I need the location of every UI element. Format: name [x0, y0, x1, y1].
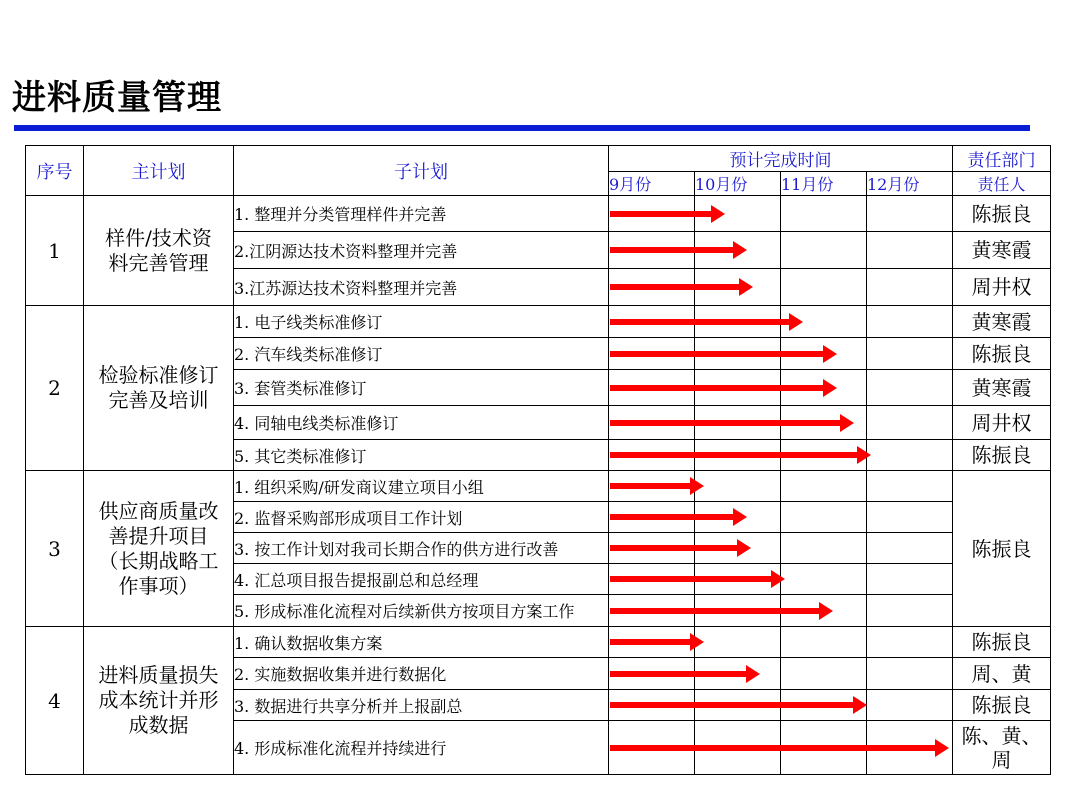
progress-bar: [610, 351, 824, 357]
gantt-start-cell: [609, 440, 695, 471]
gantt-start-cell: [609, 370, 695, 406]
progress-bar: [610, 702, 854, 708]
progress-bar: [610, 514, 734, 520]
progress-bar: [610, 385, 824, 391]
sub-plan: 3. 套管类标准修订: [234, 370, 609, 406]
sub-plan: 3. 按工作计划对我司长期合作的供方进行改善: [234, 533, 609, 564]
owner: 陈振良: [953, 338, 1051, 370]
table-row: [26, 471, 1051, 502]
progress-bar: [610, 420, 841, 426]
group-seq: 1: [26, 196, 84, 306]
sub-plan: 1. 确认数据收集方案: [234, 627, 609, 658]
header-schedule: 预计完成时间: [609, 146, 953, 172]
owner: 周井权: [953, 406, 1051, 440]
gantt-start-cell: [609, 658, 695, 690]
owner: 陈振良: [953, 690, 1051, 721]
gantt-start-cell: [609, 627, 695, 658]
progress-bar: [610, 483, 691, 489]
sub-plan: 5. 其它类标准修订: [234, 440, 609, 471]
header-owner-person: 责任人: [953, 172, 1051, 196]
owner: 陈、黄、 周: [953, 721, 1051, 775]
gantt-start-cell: [609, 406, 695, 440]
gantt-start-cell: [609, 269, 695, 306]
progress-bar: [610, 284, 740, 290]
progress-bar: [610, 576, 772, 582]
sub-plan: 4. 汇总项目报告提报副总和总经理: [234, 564, 609, 595]
progress-bar: [610, 319, 790, 325]
owner: 黄寒霞: [953, 370, 1051, 406]
gantt-start-cell: [609, 564, 695, 595]
header-month-sep: 9月份: [609, 172, 695, 196]
header-owner-dept: 责任部门: [953, 146, 1051, 172]
sub-plan: 2.江阴源达技术资料整理并完善: [234, 232, 609, 269]
header-month-dec: 12月份: [867, 172, 953, 196]
gantt-start-cell: [609, 595, 695, 627]
table-row: [26, 306, 1051, 338]
sub-plan: 1. 整理并分类管理样件并完善: [234, 196, 609, 232]
group-seq: 3: [26, 471, 84, 627]
progress-bar: [610, 639, 691, 645]
gantt-start-cell: [609, 690, 695, 721]
table-row: [26, 627, 1051, 658]
progress-bar: [610, 452, 858, 458]
table-row: [26, 196, 1051, 232]
owner: 黄寒霞: [953, 306, 1051, 338]
header-main-plan: 主计划: [84, 146, 234, 196]
header-month-nov: 11月份: [781, 172, 867, 196]
gantt-start-cell: [609, 471, 695, 502]
group-main-plan: 样件/技术资 料完善管理: [84, 196, 234, 306]
progress-bar: [610, 671, 747, 677]
group-seq: 4: [26, 627, 84, 775]
owner: 陈振良: [953, 627, 1051, 658]
owner: 陈振良: [953, 440, 1051, 471]
sub-plan: 2. 汽车线类标准修订: [234, 338, 609, 370]
sub-plan: 2. 监督采购部形成项目工作计划: [234, 502, 609, 533]
owner: 周、黄: [953, 658, 1051, 690]
progress-bar: [610, 745, 936, 751]
gantt-start-cell: [609, 306, 695, 338]
sub-plan: 4. 同轴电线类标准修订: [234, 406, 609, 440]
header-month-oct: 10月份: [695, 172, 781, 196]
sub-plan: 3. 数据进行共享分析并上报副总: [234, 690, 609, 721]
header-seq: 序号: [26, 146, 84, 196]
plan-table: [25, 145, 1051, 775]
title-underline: [14, 125, 1030, 131]
gantt-start-cell: [609, 338, 695, 370]
gantt-start-cell: [609, 721, 695, 775]
owner: 周井权: [953, 269, 1051, 306]
sub-plan: 2. 实施数据收集并进行数据化: [234, 658, 609, 690]
gantt-start-cell: [609, 232, 695, 269]
progress-bar: [610, 608, 820, 614]
sub-plan: 5. 形成标准化流程对后续新供方按项目方案工作: [234, 595, 609, 627]
group-main-plan: 供应商质量改 善提升项目 （长期战略工 作事项）: [84, 471, 234, 627]
group-seq: 2: [26, 306, 84, 471]
header-sub-plan: 子计划: [234, 146, 609, 196]
owner: 陈振良: [953, 471, 1051, 627]
progress-bar: [610, 211, 712, 217]
gantt-start-cell: [609, 502, 695, 533]
sub-plan: 4. 形成标准化流程并持续进行: [234, 721, 609, 775]
sub-plan: 1. 电子线类标准修订: [234, 306, 609, 338]
sub-plan: 3.江苏源达技术资料整理并完善: [234, 269, 609, 306]
progress-bar: [610, 545, 738, 551]
group-main-plan: 进料质量损失 成本统计并形 成数据: [84, 627, 234, 775]
owner: 黄寒霞: [953, 232, 1051, 269]
gantt-start-cell: [609, 196, 695, 232]
gantt-start-cell: [609, 533, 695, 564]
page-title: 进料质量管理: [12, 78, 222, 118]
progress-bar: [610, 247, 734, 253]
sub-plan: 1. 组织采购/研发商议建立项目小组: [234, 471, 609, 502]
group-main-plan: 检验标准修订 完善及培训: [84, 306, 234, 471]
owner: 陈振良: [953, 196, 1051, 232]
